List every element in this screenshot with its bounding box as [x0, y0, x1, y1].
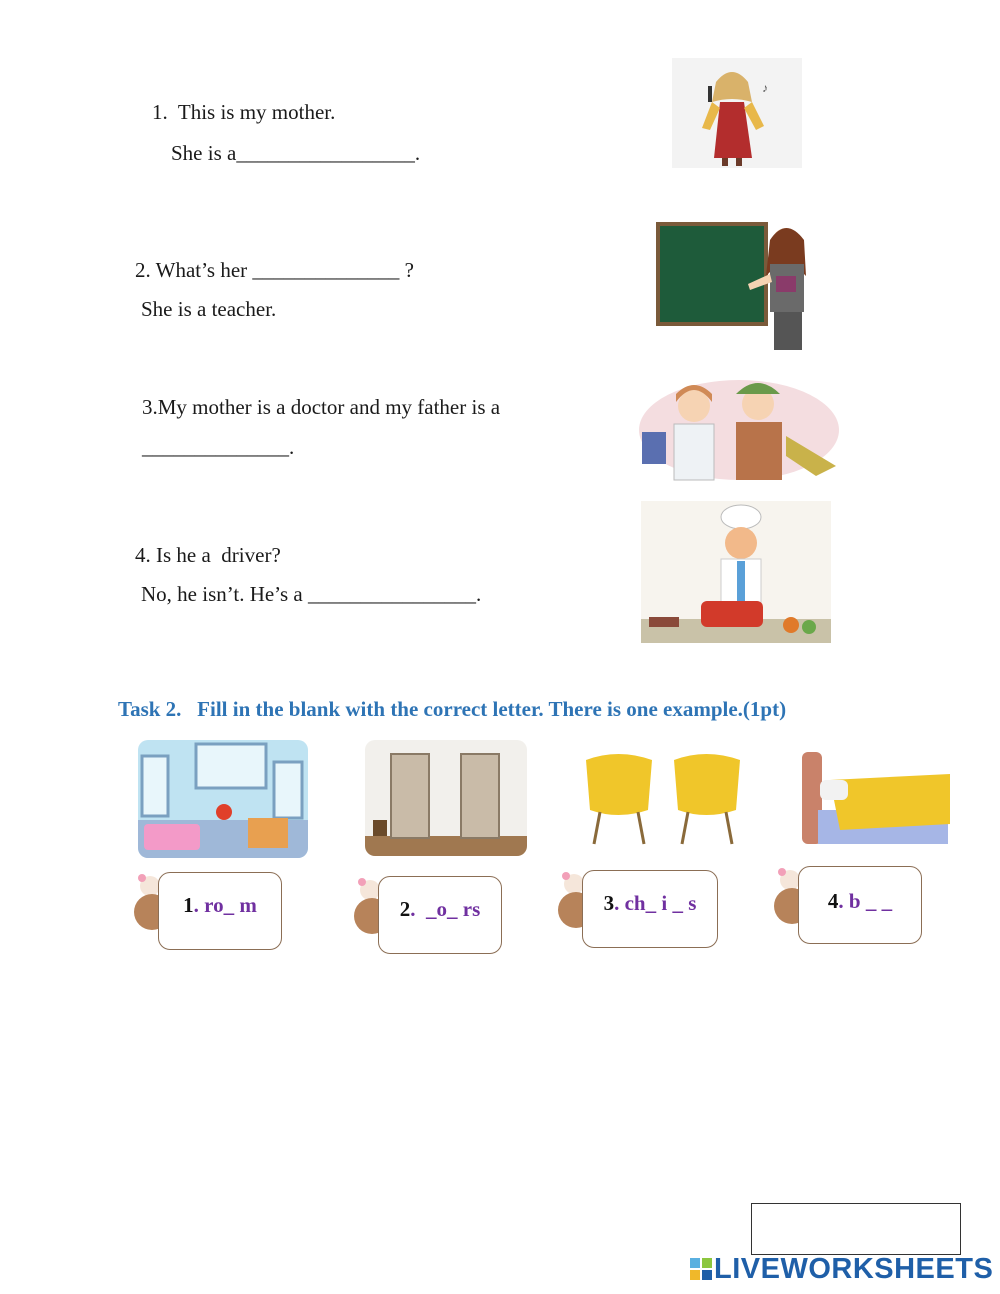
card-number: 1 — [183, 893, 194, 917]
card-number: 4 — [827, 889, 839, 913]
card-number: 2 — [399, 897, 411, 921]
cook-icon — [641, 501, 831, 643]
brand-logo — [690, 1254, 993, 1284]
doors-icon — [365, 740, 527, 856]
question-4-line-1: 4. Is he a driver? — [135, 543, 281, 567]
task-2-title: Task 2. Fill in the blank with the correct letter. There is one example.(1pt) — [118, 697, 787, 721]
chairs-icon — [578, 740, 748, 860]
word-card-2[interactable] — [378, 876, 502, 954]
question-1-line-2: She is a_________________. — [171, 141, 421, 165]
svg-text:♪: ♪ — [762, 81, 768, 95]
question-3-line-2: ______________. — [142, 435, 295, 459]
question-4-line-2: No, he isn’t. He’s a ________________. — [141, 582, 482, 606]
question-3-line-1: 3.My mother is a doctor and my father is a — [142, 395, 501, 419]
card-number: 3 — [603, 891, 615, 915]
question-2-line-1: 2. What’s her ______________ ? — [135, 258, 414, 282]
word-card-3[interactable] — [582, 870, 718, 948]
bedroom-icon — [138, 740, 308, 858]
card-word: . b _ _ — [838, 889, 893, 913]
score-box[interactable] — [751, 1203, 961, 1255]
word-card-1[interactable] — [158, 872, 282, 950]
teacher-icon — [656, 216, 812, 354]
card-word: . _o_ rs — [410, 897, 481, 921]
bed-icon — [800, 740, 952, 856]
doctor-farmer-icon — [636, 366, 842, 484]
brand-name: LIVEWORKSHEETS — [714, 1252, 994, 1285]
word-card-4[interactable] — [798, 866, 922, 944]
card-word: . ro_ m — [193, 893, 257, 917]
question-2-line-2: She is a teacher. — [141, 297, 277, 321]
card-word: . ch_ i _ s — [614, 891, 697, 915]
liveworksheets-logo-icon — [690, 1258, 712, 1280]
question-1-line-1: 1. This is my mother. — [152, 100, 336, 124]
singer-icon — [672, 58, 802, 168]
